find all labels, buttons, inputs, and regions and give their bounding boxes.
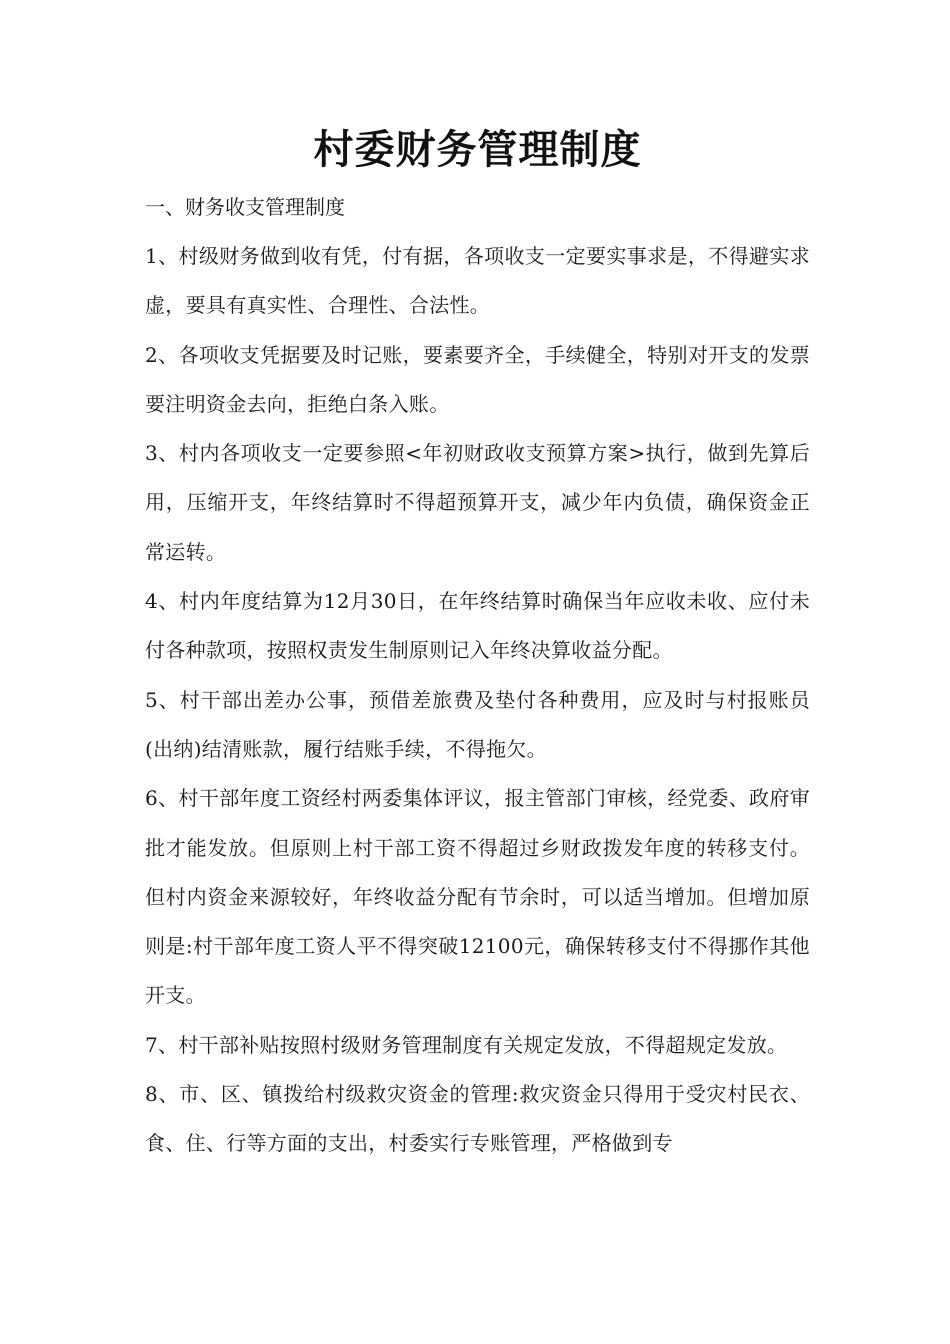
paragraph-1: 1、村级财务做到收有凭，付有据，各项收支一定要实事求是，不得避实求虚，要具有真实性、合理性、合法性。: [145, 244, 810, 318]
paragraph-2: 2、各项收支凭据要及时记账，要素要齐全，手续健全，特别对开支的发票要注明资金去向，拒绝白条入账。: [145, 342, 810, 416]
document-page: [145, 118, 810, 1169]
paragraph-3: 3、村内各项收支一定要参照<年初财政收支预算方案>执行，做到先算后用，压缩开支，年终结算时不得超预算开支，减少年内负债，确保资金正常运转。: [145, 441, 810, 564]
paragraph-8: 8、市、区、镇拨给村级救灾资金的管理:救灾资金只得用于受灾村民衣、食、住、行等方面的支出，村委实行专账管理，严格做到专: [145, 1082, 810, 1156]
paragraph-6: 6、村干部年度工资经村两委集体评议，报主管部门审核，经党委、政府审批才能发放。但原则上村干部工资不得超过乡财政拨发年度的转移支付。但村内资金来源较好，年终收益分配有节余时，可以适当增加。但增加原则是:村干部年度工资人平不得突破12100元，确保转移支付不得挪作其他开支。: [145, 786, 810, 1008]
section-heading: 一、财务收支管理制度: [145, 195, 345, 219]
document-title: 村委财务管理制度: [313, 127, 642, 173]
paragraph-5: 5、村干部出差办公事，预借差旅费及垫付各种费用，应及时与村报账员(出纳)结清账款，履行结账手续，不得拖欠。: [145, 687, 810, 761]
paragraph-4: 4、村内年度结算为12月30日，在年终结算时确保当年应收未收、应付未付各种款项，按照权责发生制原则记入年终决算收益分配。: [145, 589, 810, 663]
paragraph-7: 7、村干部补贴按照村级财务管理制度有关规定发放，不得超规定发放。: [145, 1032, 788, 1057]
